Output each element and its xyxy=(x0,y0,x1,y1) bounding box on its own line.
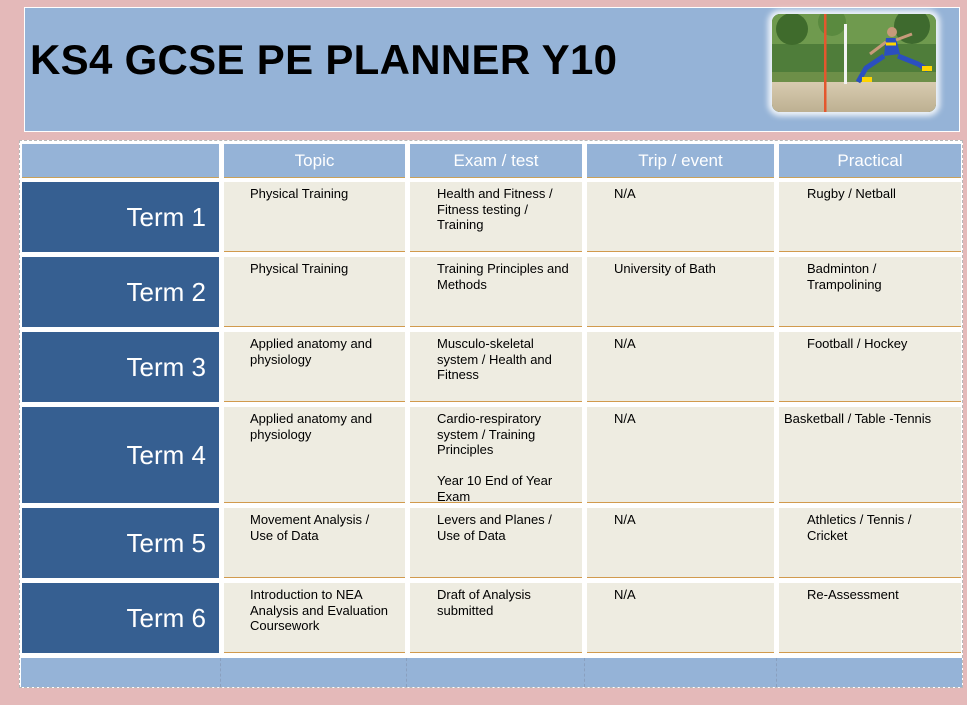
planner-table xyxy=(19,140,963,688)
footer-cell xyxy=(407,658,585,687)
exam-cell: Cardio-respiratory system / Training Principles Year 10 End of Year Exam xyxy=(410,407,582,503)
term-label: Term 2 xyxy=(22,257,219,327)
header-topic: Topic xyxy=(224,144,405,178)
exam-cell: Health and Fitness / Fitness testing / Training xyxy=(410,182,582,252)
footer-cell xyxy=(585,658,777,687)
trip-cell: N/A xyxy=(587,583,774,653)
trip-cell: N/A xyxy=(587,508,774,578)
long-jump-photo xyxy=(772,14,936,112)
practical-cell: Badminton / Trampolining xyxy=(779,257,961,327)
term-label: Term 1 xyxy=(22,182,219,252)
practical-cell: Rugby / Netball xyxy=(779,182,961,252)
footer-cell xyxy=(221,658,407,687)
footer-cell xyxy=(21,658,221,687)
topic-cell: Applied anatomy and physiology xyxy=(224,407,405,503)
topic-cell: Movement Analysis / Use of Data xyxy=(224,508,405,578)
term-label: Term 6 xyxy=(22,583,219,653)
topic-cell: Introduction to NEA Analysis and Evaluation Coursework xyxy=(224,583,405,653)
header-trip: Trip / event xyxy=(587,144,774,178)
term-label: Term 3 xyxy=(22,332,219,402)
header-corner-cell xyxy=(22,144,219,178)
trip-cell: N/A xyxy=(587,182,774,252)
exam-cell: Musculo-skeletal system / Health and Fitness xyxy=(410,332,582,402)
header-exam: Exam / test xyxy=(410,144,582,178)
exam-cell: Training Principles and Methods xyxy=(410,257,582,327)
term-label: Term 5 xyxy=(22,508,219,578)
topic-cell: Physical Training xyxy=(224,182,405,252)
trip-cell: N/A xyxy=(587,332,774,402)
practical-cell: Re-Assessment xyxy=(779,583,961,653)
trip-cell: University of Bath xyxy=(587,257,774,327)
term-label: Term 4 xyxy=(22,407,219,503)
header-practical: Practical xyxy=(779,144,961,178)
practical-cell: Basketball / Table -Tennis xyxy=(779,407,961,503)
practical-cell: Athletics / Tennis / Cricket xyxy=(779,508,961,578)
practical-cell: Football / Hockey xyxy=(779,332,961,402)
page-title: KS4 GCSE PE PLANNER Y10 xyxy=(30,36,618,83)
topic-cell: Applied anatomy and physiology xyxy=(224,332,405,402)
footer-cell xyxy=(777,658,962,687)
page-header xyxy=(24,7,960,132)
exam-cell: Draft of Analysis submitted xyxy=(410,583,582,653)
topic-cell: Physical Training xyxy=(224,257,405,327)
trip-cell: N/A xyxy=(587,407,774,503)
exam-cell: Levers and Planes / Use of Data xyxy=(410,508,582,578)
